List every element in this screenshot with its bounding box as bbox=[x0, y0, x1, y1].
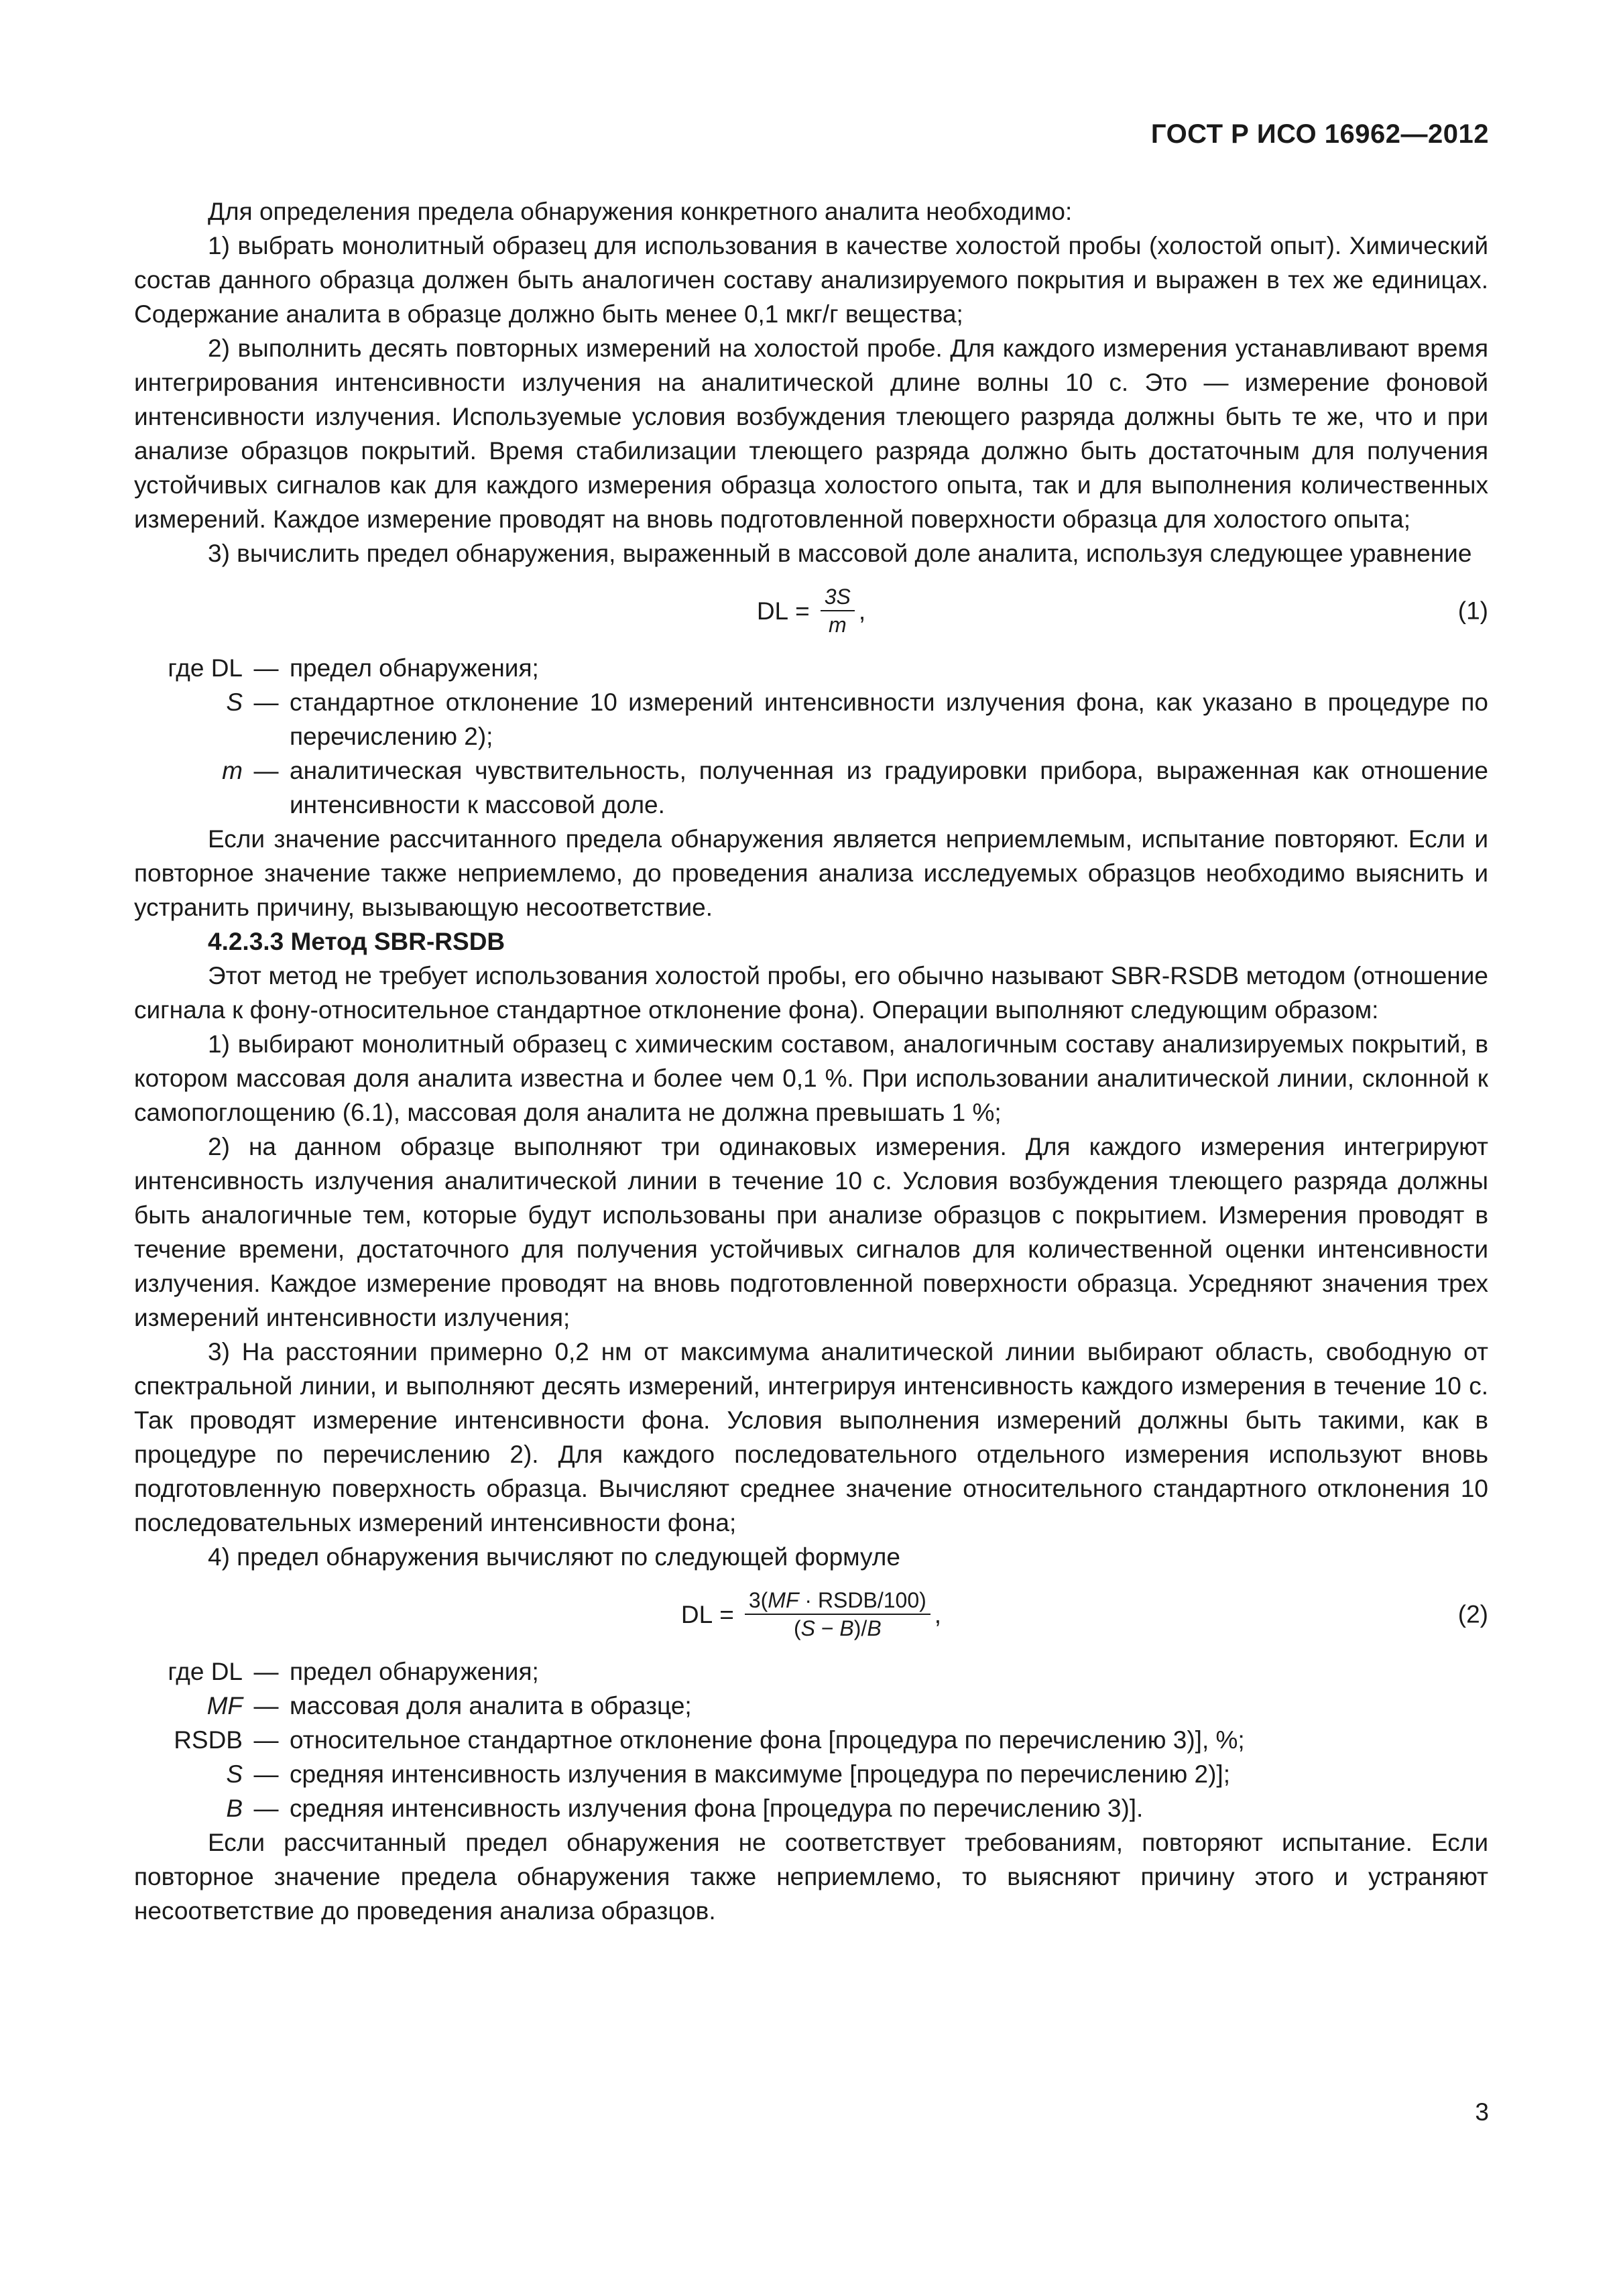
formula-2-body bbox=[134, 1574, 1488, 1654]
definition-symbol: DL bbox=[211, 654, 243, 682]
intro-paragraph: Для определения предела обнаружения конкретного аналита необходимо: bbox=[208, 198, 1073, 225]
formula-2 bbox=[134, 1574, 1488, 1654]
formula-1-comma: , bbox=[858, 597, 866, 625]
definition-desc: аналитическая чувствительность, полученная из градуировки прибора, выраженная как отношение интенсивности к массовой доле. bbox=[290, 757, 1488, 819]
formula-1-equals: = bbox=[795, 597, 810, 625]
definition-desc: массовая доля аналита в образце; bbox=[290, 1692, 692, 1719]
formula-2-den-s: S bbox=[800, 1616, 815, 1640]
step-1-paragraph: 1) выбрать монолитный образец для использования в качестве холостой пробы (холостой опыт). Химический состав данного образца должен быть аналогичен составу анализируемого покрытия и выражен в тех же единицах. Содержание аналита в образце должно быть менее 0,1 мкг/г вещества; bbox=[134, 232, 1488, 328]
document-header: ГОСТ Р ИСО 16962—2012 bbox=[1150, 119, 1489, 149]
formula-1-fraction bbox=[821, 585, 855, 637]
formula-2-equals: = bbox=[719, 1600, 734, 1628]
definitions-1 bbox=[134, 651, 1488, 822]
formula-1 bbox=[134, 570, 1488, 651]
retest-paragraph-1: Если значение рассчитанного предела обнаружения является неприемлемым, испытание повторяют. Если и повторное значение также неприемлемо, до проведения анализа исследуемых образцов необходимо выяснить и устранить причину, вызывающую несоответствие. bbox=[134, 825, 1488, 921]
method-step-2-paragraph: 2) на данном образце выполняют три одинаковых измерения. Для каждого измерения интегрируют интенсивность излучения аналитической линии в течение 10 с. Условия возбуждения тлеющего разряда должны быть аналогичные тем, которые будут использованы при анализе образцов с покрытием. Измерения проводят в течение времени, достаточного для получения устойчивых сигналов для количественной оценки интенсивности излучения. Каждое измерение проводят на вновь подготовленной поверхности образца. Усредняют значения трех измерений интенсивности излучения; bbox=[134, 1133, 1488, 1331]
definition-dash: — bbox=[253, 1795, 279, 1822]
definition-desc: стандартное отклонение 10 измерений интенсивности излучения фона, как указано в процедуре по перечислению 2); bbox=[290, 688, 1488, 750]
formula-1-body bbox=[134, 570, 1488, 651]
formula-2-comma: , bbox=[934, 1600, 942, 1628]
section-title: Метод SBR-RSDB bbox=[290, 928, 505, 955]
formula-2-denominator bbox=[790, 1615, 886, 1640]
method-intro-paragraph: Этот метод не требует использования холостой пробы, его обычно называют SBR-RSDB методом (отношение сигнала к фону-относительное стандартное отклонение фона). Операции выполняют следующим образом: bbox=[134, 962, 1488, 1024]
definition-desc: средняя интенсивность излучения фона [процедура по перечислению 3)]. bbox=[290, 1795, 1144, 1822]
step-2-paragraph: 2) выполнить десять повторных измерений на холостой пробе. Для каждого измерения устанавливают время интегрирования интенсивности излучения на аналитической длине волны 10 с. Это — измерение фоновой интенсивности излучения. Используемые условия возбуждения тлеющего разряда должны быть те же, что и при анализе образцов покрытий. Время стабилизации тлеющего разряда должно быть достаточным для получения устойчивых сигналов как для каждого измерения образца холостого опыта, так и для выполнения количественных измерений. Каждое измерение проводят на вновь подготовленной поверхности образца для холостого опыта; bbox=[134, 335, 1488, 533]
definition-term: MF bbox=[206, 1692, 243, 1719]
definition-dash: — bbox=[253, 757, 279, 784]
definition-row bbox=[134, 1689, 1488, 1723]
definition-row bbox=[134, 1791, 1488, 1825]
definition-dash: — bbox=[253, 1692, 279, 1719]
definition-row bbox=[134, 1654, 1488, 1689]
definitions-2 bbox=[134, 1654, 1488, 1825]
definition-term: S bbox=[226, 688, 243, 716]
formula-2-num-mf: MF bbox=[768, 1588, 799, 1612]
section-heading bbox=[134, 924, 1488, 959]
formula-2-fraction bbox=[745, 1588, 930, 1640]
method-step-1-paragraph: 1) выбирают монолитный образец с химическим составом, аналогичным составу анализируемых покрытий, в котором массовая доля аналита известна и более чем 0,1 %. При использовании аналитической линии, склонной к самопоглощению (6.1), массовая доля аналита не должна превышать 1 %; bbox=[134, 1030, 1488, 1126]
definition-term: RSDB bbox=[174, 1726, 243, 1754]
definition-dash: — bbox=[253, 688, 279, 716]
definition-row bbox=[134, 685, 1488, 753]
formula-2-num-part: · RSDB/100) bbox=[798, 1588, 926, 1612]
formula-2-numerator bbox=[745, 1588, 930, 1615]
formula-2-num-part: 3( bbox=[748, 1588, 768, 1612]
definition-row bbox=[134, 1757, 1488, 1791]
formula-2-den-b: B bbox=[839, 1616, 854, 1640]
definition-desc: средняя интенсивность излучения в максимуме [процедура по перечислению 2)]; bbox=[290, 1760, 1230, 1788]
formula-2-den-b: B bbox=[867, 1616, 882, 1640]
retest-paragraph-2: Если рассчитанный предел обнаружения не соответствует требованиям, повторяют испытание. Если повторное значение предела обнаружения также неприемлемо, то выясняют причину этого и устраняют несоответствие до проведения анализа образцов. bbox=[134, 1829, 1488, 1925]
section-number: 4.2.3.3 bbox=[208, 928, 284, 955]
definition-row bbox=[134, 651, 1488, 685]
method-step-4-paragraph: 4) предел обнаружения вычисляют по следующей формуле bbox=[208, 1543, 900, 1571]
page-content bbox=[134, 194, 1488, 1928]
definition-desc: относительное стандартное отклонение фона [процедура по перечислению 3)], %; bbox=[290, 1726, 1245, 1754]
definition-symbol: DL bbox=[211, 1658, 243, 1685]
definition-prefix: где bbox=[168, 654, 211, 682]
definition-dash: — bbox=[253, 1760, 279, 1788]
formula-2-den-part: − bbox=[815, 1616, 840, 1640]
definition-term bbox=[134, 1654, 243, 1689]
formula-1-numerator: 3S bbox=[821, 585, 855, 611]
formula-1-number: (1) bbox=[1457, 597, 1488, 625]
definition-row bbox=[134, 753, 1488, 822]
formula-2-lhs: DL bbox=[680, 1600, 713, 1628]
definition-dash: — bbox=[253, 1658, 279, 1685]
formula-2-number: (2) bbox=[1457, 1600, 1488, 1628]
definition-dash: — bbox=[253, 1726, 279, 1754]
method-step-3-paragraph: 3) На расстоянии примерно 0,2 нм от максимума аналитической линии выбирают область, свободную от спектральной линии, и выполняют десять измерений, интегрируя интенсивность каждого измерения в течение 10 с. Так проводят измерение интенсивности фона. Условия выполнения измерений должны быть такими, как в процедуре по перечислению 2). Для каждого последовательного отдельного измерения используют вновь подготовленную поверхность образца. Вычисляют среднее значение относительного стандартного отклонения 10 последовательных измерений интенсивности фона; bbox=[134, 1338, 1488, 1536]
definition-desc: предел обнаружения; bbox=[290, 654, 539, 682]
definition-term: S bbox=[226, 1760, 243, 1788]
definition-desc: предел обнаружения; bbox=[290, 1658, 539, 1685]
step-3-paragraph: 3) вычислить предел обнаружения, выраженный в массовой доле аналита, используя следующее уравнение bbox=[208, 540, 1472, 567]
definition-term bbox=[134, 651, 243, 685]
formula-2-den-part: ( bbox=[793, 1616, 801, 1640]
definition-row bbox=[134, 1723, 1488, 1757]
definition-dash: — bbox=[253, 654, 279, 682]
definition-term: m bbox=[222, 757, 243, 784]
formula-2-den-part: )/ bbox=[853, 1616, 867, 1640]
formula-1-denominator: m bbox=[828, 613, 847, 637]
definition-term: B bbox=[226, 1795, 243, 1822]
definition-prefix: где bbox=[168, 1658, 211, 1685]
formula-1-lhs: DL bbox=[756, 597, 789, 625]
page-number: 3 bbox=[1475, 2098, 1489, 2126]
